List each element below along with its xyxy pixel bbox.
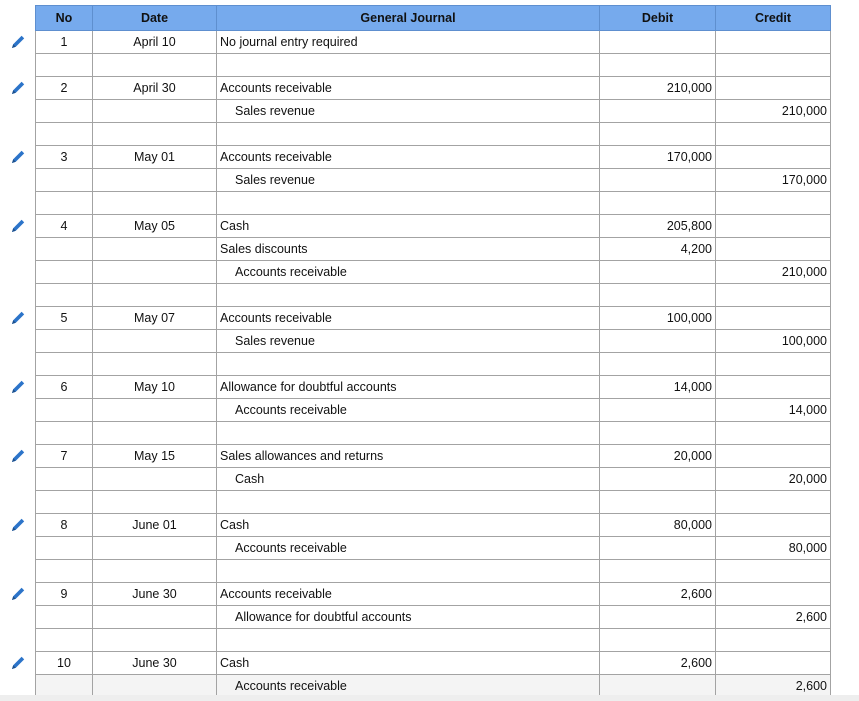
account-cell[interactable]: Accounts receivable <box>217 537 600 560</box>
debit-cell[interactable]: 4,200 <box>600 238 716 261</box>
debit-cell[interactable]: 14,000 <box>600 376 716 399</box>
spacer-row <box>36 560 831 583</box>
account-cell[interactable]: Cash <box>217 215 600 238</box>
debit-cell[interactable] <box>600 468 716 491</box>
entry-no <box>36 169 93 192</box>
debit-cell[interactable]: 100,000 <box>600 307 716 330</box>
journal-line-row <box>36 77 831 100</box>
debit-cell[interactable] <box>600 353 716 376</box>
entry-no: 9 <box>36 583 93 606</box>
credit-cell[interactable] <box>716 376 831 399</box>
account-cell[interactable]: Cash <box>217 468 600 491</box>
account-cell[interactable]: Sales revenue <box>217 330 600 353</box>
entry-date <box>93 284 217 307</box>
journal-line-row <box>36 376 831 399</box>
pencil-edit-icon[interactable] <box>9 33 27 51</box>
journal-line-row <box>36 169 831 192</box>
debit-cell[interactable]: 20,000 <box>600 445 716 468</box>
pencil-edit-icon[interactable] <box>9 79 27 97</box>
account-cell[interactable]: Accounts receivable <box>217 583 600 606</box>
account-cell[interactable]: Sales allowances and returns <box>217 445 600 468</box>
debit-cell[interactable] <box>600 560 716 583</box>
entry-no: 3 <box>36 146 93 169</box>
account-cell[interactable]: Sales revenue <box>217 100 600 123</box>
credit-cell[interactable] <box>716 238 831 261</box>
journal-line-row <box>36 31 831 54</box>
spacer-row <box>36 192 831 215</box>
account-cell[interactable]: Accounts receivable <box>217 77 600 100</box>
entry-no: 8 <box>36 514 93 537</box>
entry-date <box>93 261 217 284</box>
account-cell[interactable]: Accounts receivable <box>217 675 600 698</box>
spacer-row <box>36 123 831 146</box>
entry-no: 2 <box>36 77 93 100</box>
credit-cell[interactable] <box>716 284 831 307</box>
entry-date: May 15 <box>93 445 217 468</box>
entry-no <box>36 537 93 560</box>
account-cell[interactable] <box>217 629 600 652</box>
entry-no <box>36 468 93 491</box>
debit-cell[interactable] <box>600 54 716 77</box>
entry-date <box>93 100 217 123</box>
debit-cell[interactable] <box>600 422 716 445</box>
entry-date <box>93 606 217 629</box>
entry-date: April 30 <box>93 77 217 100</box>
credit-cell[interactable] <box>716 31 831 54</box>
journal-line-row <box>36 606 831 629</box>
journal-line-row <box>36 583 831 606</box>
debit-cell[interactable] <box>600 284 716 307</box>
credit-cell[interactable] <box>716 146 831 169</box>
entry-date <box>93 123 217 146</box>
entry-no <box>36 422 93 445</box>
entry-date <box>93 169 217 192</box>
entry-no: 6 <box>36 376 93 399</box>
entry-no: 1 <box>36 31 93 54</box>
spacer-row <box>36 491 831 514</box>
credit-cell[interactable] <box>716 491 831 514</box>
pencil-edit-icon[interactable] <box>9 585 27 603</box>
credit-cell[interactable]: 210,000 <box>716 100 831 123</box>
entry-no <box>36 284 93 307</box>
entry-no <box>36 54 93 77</box>
credit-cell[interactable] <box>716 514 831 537</box>
account-cell[interactable]: Cash <box>217 514 600 537</box>
journal-line-row <box>36 330 831 353</box>
journal-line-row <box>36 445 831 468</box>
journal-line-row <box>36 238 831 261</box>
credit-cell[interactable] <box>716 192 831 215</box>
account-cell[interactable] <box>217 284 600 307</box>
spacer-row <box>36 422 831 445</box>
entry-no <box>36 353 93 376</box>
debit-cell[interactable] <box>600 123 716 146</box>
entry-date <box>93 629 217 652</box>
debit-cell[interactable] <box>600 169 716 192</box>
header-date: Date <box>93 6 217 31</box>
journal-line-row <box>36 537 831 560</box>
entry-date: June 01 <box>93 514 217 537</box>
credit-cell[interactable] <box>716 307 831 330</box>
entry-no <box>36 238 93 261</box>
spacer-row <box>36 629 831 652</box>
debit-cell[interactable]: 170,000 <box>600 146 716 169</box>
entry-date: May 10 <box>93 376 217 399</box>
credit-cell[interactable]: 14,000 <box>716 399 831 422</box>
debit-cell[interactable] <box>600 629 716 652</box>
entry-no <box>36 330 93 353</box>
credit-cell[interactable] <box>716 422 831 445</box>
account-cell[interactable]: Accounts receivable <box>217 399 600 422</box>
journal-line-row <box>36 307 831 330</box>
account-cell[interactable]: Cash <box>217 652 600 675</box>
credit-cell[interactable] <box>716 353 831 376</box>
entry-no <box>36 560 93 583</box>
entry-no <box>36 100 93 123</box>
account-cell[interactable]: No journal entry required <box>217 31 600 54</box>
account-cell[interactable]: Accounts receivable <box>217 261 600 284</box>
account-cell[interactable]: Sales discounts <box>217 238 600 261</box>
account-cell[interactable]: Allowance for doubtful accounts <box>217 606 600 629</box>
account-cell[interactable]: Allowance for doubtful accounts <box>217 376 600 399</box>
debit-cell[interactable] <box>600 330 716 353</box>
entry-no <box>36 123 93 146</box>
account-cell[interactable] <box>217 123 600 146</box>
pencil-edit-icon[interactable] <box>9 378 27 396</box>
entry-date <box>93 330 217 353</box>
entry-date: May 07 <box>93 307 217 330</box>
credit-cell[interactable]: 2,600 <box>716 675 831 698</box>
debit-cell[interactable] <box>600 31 716 54</box>
entry-date <box>93 560 217 583</box>
credit-cell[interactable]: 170,000 <box>716 169 831 192</box>
pencil-edit-icon[interactable] <box>9 309 27 327</box>
header-row <box>36 6 831 31</box>
credit-cell[interactable] <box>716 560 831 583</box>
pencil-edit-icon[interactable] <box>9 217 27 235</box>
credit-cell[interactable]: 20,000 <box>716 468 831 491</box>
entry-date: May 01 <box>93 146 217 169</box>
entry-date <box>93 399 217 422</box>
entry-no <box>36 491 93 514</box>
entry-date <box>93 238 217 261</box>
account-cell[interactable] <box>217 353 600 376</box>
entry-no: 7 <box>36 445 93 468</box>
debit-cell[interactable] <box>600 606 716 629</box>
entry-no <box>36 606 93 629</box>
credit-cell[interactable]: 80,000 <box>716 537 831 560</box>
pencil-edit-icon[interactable] <box>9 654 27 672</box>
pencil-edit-icon[interactable] <box>9 447 27 465</box>
account-cell[interactable] <box>217 54 600 77</box>
credit-cell[interactable]: 2,600 <box>716 606 831 629</box>
header-credit: Credit <box>716 6 831 31</box>
journal-line-row <box>36 261 831 284</box>
pencil-edit-icon[interactable] <box>9 148 27 166</box>
bottom-edge <box>0 695 859 701</box>
entry-no <box>36 399 93 422</box>
credit-cell[interactable] <box>716 583 831 606</box>
entry-date: June 30 <box>93 583 217 606</box>
debit-cell[interactable] <box>600 100 716 123</box>
entry-date <box>93 192 217 215</box>
account-cell[interactable] <box>217 422 600 445</box>
journal-line-row <box>36 100 831 123</box>
credit-cell[interactable] <box>716 215 831 238</box>
journal-line-row <box>36 652 831 675</box>
journal-line-row <box>36 468 831 491</box>
debit-cell[interactable]: 2,600 <box>600 652 716 675</box>
credit-cell[interactable] <box>716 445 831 468</box>
debit-cell[interactable]: 210,000 <box>600 77 716 100</box>
entry-no: 5 <box>36 307 93 330</box>
credit-cell[interactable] <box>716 652 831 675</box>
entry-no <box>36 261 93 284</box>
entry-date: April 10 <box>93 31 217 54</box>
journal-line-row <box>36 399 831 422</box>
header-no: No <box>36 6 93 31</box>
credit-cell[interactable] <box>716 123 831 146</box>
debit-cell[interactable] <box>600 261 716 284</box>
account-cell[interactable]: Accounts receivable <box>217 307 600 330</box>
journal-line-row <box>36 146 831 169</box>
entry-date: May 05 <box>93 215 217 238</box>
journal-body <box>36 31 831 698</box>
header-general-journal: General Journal <box>217 6 600 31</box>
account-cell[interactable]: Accounts receivable <box>217 146 600 169</box>
account-cell[interactable] <box>217 192 600 215</box>
debit-cell[interactable]: 2,600 <box>600 583 716 606</box>
credit-cell[interactable] <box>716 629 831 652</box>
journal-wrap <box>35 5 831 698</box>
entry-no <box>36 629 93 652</box>
header-debit: Debit <box>600 6 716 31</box>
entry-date <box>93 54 217 77</box>
credit-cell[interactable]: 210,000 <box>716 261 831 284</box>
credit-cell[interactable]: 100,000 <box>716 330 831 353</box>
entry-date: June 30 <box>93 652 217 675</box>
account-cell[interactable] <box>217 560 600 583</box>
spacer-row <box>36 54 831 77</box>
entry-date <box>93 491 217 514</box>
account-cell[interactable]: Sales revenue <box>217 169 600 192</box>
debit-cell[interactable] <box>600 192 716 215</box>
general-journal-table <box>35 5 831 698</box>
entry-date <box>93 537 217 560</box>
entry-no: 10 <box>36 652 93 675</box>
debit-cell[interactable] <box>600 537 716 560</box>
debit-cell[interactable] <box>600 491 716 514</box>
entry-date <box>93 468 217 491</box>
credit-cell[interactable] <box>716 77 831 100</box>
debit-cell[interactable]: 80,000 <box>600 514 716 537</box>
pencil-edit-icon[interactable] <box>9 516 27 534</box>
entry-date <box>93 353 217 376</box>
debit-cell[interactable] <box>600 399 716 422</box>
journal-line-row <box>36 215 831 238</box>
entry-date <box>93 422 217 445</box>
debit-cell[interactable]: 205,800 <box>600 215 716 238</box>
spacer-row <box>36 284 831 307</box>
journal-line-row <box>36 514 831 537</box>
account-cell[interactable] <box>217 491 600 514</box>
entry-no <box>36 192 93 215</box>
entry-no: 4 <box>36 215 93 238</box>
credit-cell[interactable] <box>716 54 831 77</box>
spacer-row <box>36 353 831 376</box>
